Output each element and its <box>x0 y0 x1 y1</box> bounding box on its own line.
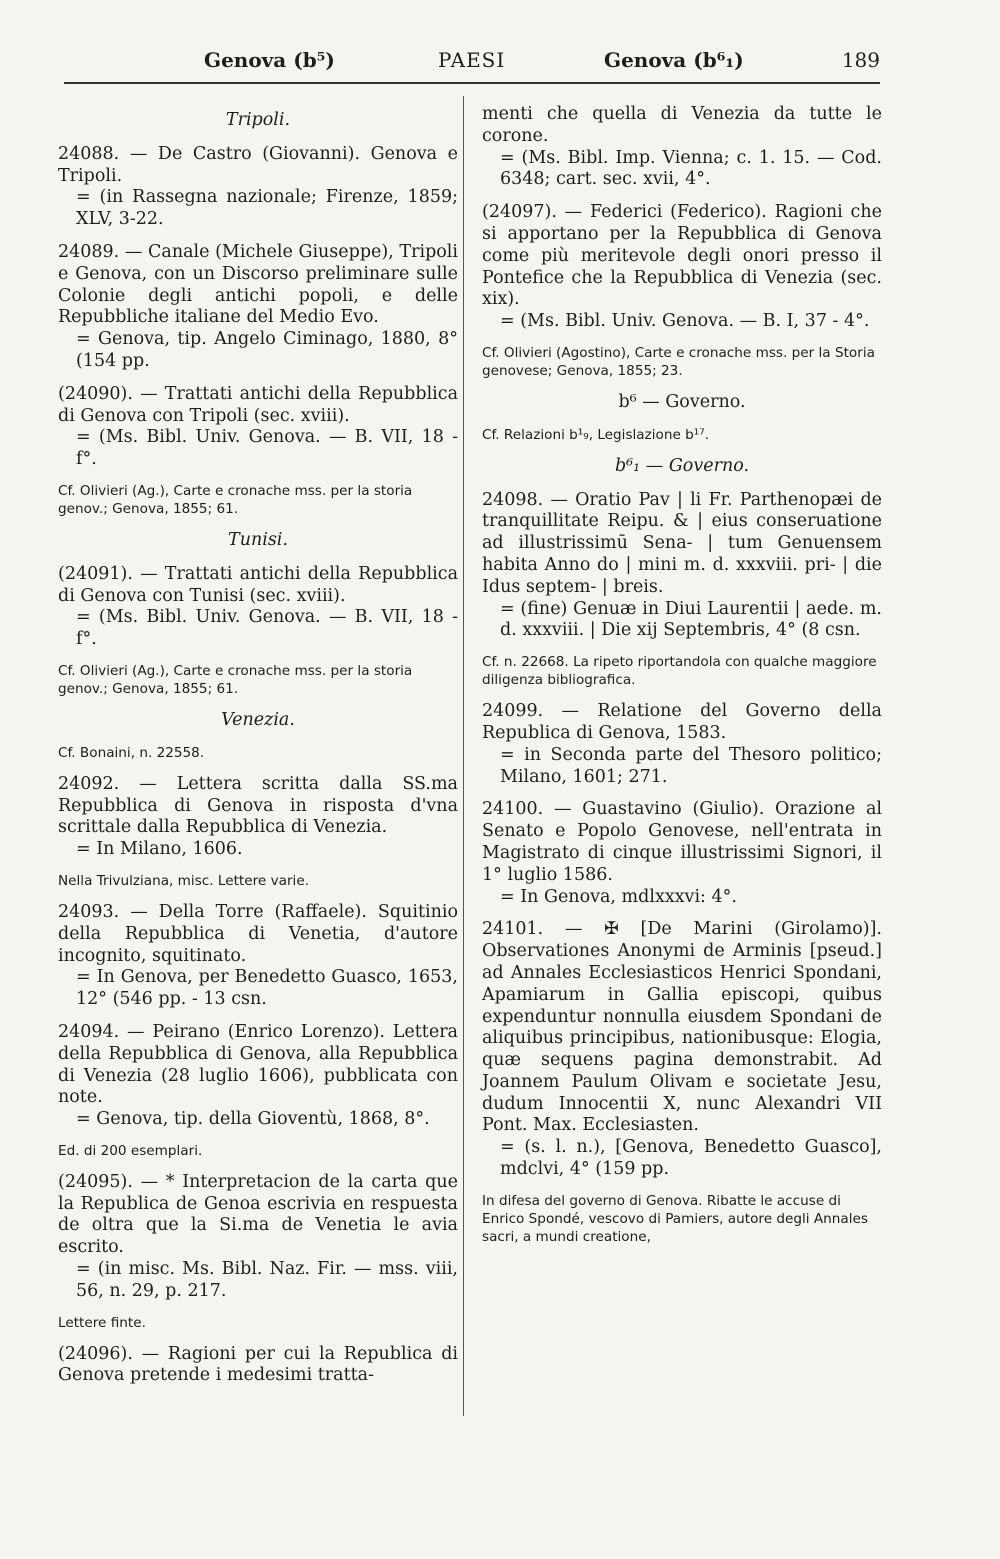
entry-imprint: = Genova, tip. Angelo Ciminago, 1880, 8° (154 pp. <box>76 329 458 371</box>
catalog-entry <box>482 104 882 191</box>
catalog-entry <box>482 490 882 643</box>
header-rule <box>64 82 880 84</box>
left-column <box>58 104 458 1398</box>
bibliographic-note: Lettere finte. <box>58 1314 146 1331</box>
header-left-title: Genova (b⁵) <box>204 48 335 72</box>
entry-imprint: = (Ms. Bibl. Univ. Genova. — B. VII, 18 - f°. <box>76 607 458 650</box>
entry-imprint: = In Milano, 1606. <box>76 839 243 860</box>
bibliographic-note: In difesa del governo di Genova. Ribatte le accuse di Enrico Spondé, vescovo di Pamiers, autore degli Annales sacri, a mundi creatione, <box>482 1192 868 1245</box>
header-center-title: PAESI <box>438 48 506 72</box>
catalog-entry <box>482 919 882 1181</box>
entry-imprint: = (Ms. Bibl. Univ. Genova. — B. I, 37 - 4°. <box>500 311 870 332</box>
entry-text: 24092. — Lettera scritta dalla SS.ma Repubblica di Genova in risposta d'vna scrittale dalla Repubblica di Venezia. <box>58 773 458 838</box>
column-divider <box>463 96 464 1416</box>
entry-text: 24093. — Della Torre (Raffaele). Squitinio della Repubblica di Venetia, d'autore incognito, squitinato. <box>58 901 458 966</box>
catalog-entry <box>58 564 458 651</box>
section-heading: b⁶ — Governo. <box>618 391 746 412</box>
bibliographic-note: Cf. Olivieri (Ag.), Carte e cronache mss. per la storia genov.; Genova, 1855; 61. <box>58 482 413 517</box>
catalog-entry <box>58 384 458 471</box>
entry-text: (24095). — * Interpretacion de la carta que la Republica de Genoa escrivia en respuesta de oltra que la Si.ma de Venetia le avia escrito. <box>58 1171 458 1258</box>
catalog-entry <box>58 1344 458 1388</box>
header-right-title: Genova (b⁶₁) <box>604 48 744 72</box>
entry-text: menti che quella di Venezia da tutte le corone. <box>482 104 882 146</box>
page-number: 189 <box>841 48 880 72</box>
bibliographic-note: Nella Trivulziana, misc. Lettere varie. <box>58 872 310 889</box>
bibliographic-note: Cf. Relazioni b¹₉, Legislazione b¹⁷. <box>482 426 710 443</box>
bibliographic-note: Cf. Olivieri (Ag.), Carte e cronache mss. per la storia genov.; Genova, 1855; 61. <box>58 662 413 697</box>
right-column <box>482 104 882 1258</box>
catalog-entry <box>482 799 882 908</box>
entry-imprint: = (fine) Genuæ in Diui Laurentii | aede. m. d. xxxviii. | Die xij Septembris, 4° (8 csn. <box>500 598 882 641</box>
catalog-entry <box>58 242 458 373</box>
section-heading: b⁶₁ — Governo. <box>614 455 750 476</box>
entry-text: 24100. — Guastavino (Giulio). Orazione al Senato e Popolo Genovese, nell'entrata in Magistrato di cinque illustrissimi Signori, il 1° luglio 1586. <box>482 799 882 885</box>
entry-imprint: = In Genova, mdlxxxvi: 4°. <box>500 886 737 907</box>
entry-text: 24088. — De Castro (Giovanni). Genova e Tripoli. <box>58 143 458 186</box>
entry-text: 24101. — ✠ [De Marini (Girolamo)]. Observationes Anonymi de Arminis [pseud.] ad Annales Ecclesiasticos Henrici Spondani, Apamiarum in Gallia episcopi, quibus expenduntur nonnulla eiusdem Spondani de aliquibus principibus, nationibusque: Elogia, quæ sequens pagina demonstrabit. Ad Joannem Paulum Olivam e societate Jesu, dudum Innocentii X, nunc Alexandri VII Pont. Max. Ecclesiasten. <box>482 919 882 1136</box>
entry-text: 24098. — Oratio Pav | li Fr. Parthenopæi de tranquillitate Reipu. & | eius conseruatione ad illustrissimū Sena- | tum Genuensem habita Anno do | mini m. d. xxxviii. pri- | die Idus septem- | breis. <box>482 489 882 597</box>
entry-text: (24096). — Ragioni per cui la Republica di Genova pretende i medesimi tratta- <box>58 1343 458 1386</box>
catalog-entry <box>482 701 882 788</box>
catalog-entry <box>58 902 458 1011</box>
catalog-entry <box>58 1022 458 1131</box>
entry-text: (24097). — Federici (Federico). Ragioni che si apportano per la Repubblica di Genova come più meritevole degli onori presso il Pontefice che la Repubblica di Venezia (sec. xix). <box>482 202 882 310</box>
entry-imprint: = in Seconda parte del Thesoro politico; Milano, 1601; 271. <box>500 744 882 787</box>
bibliographic-note: Ed. di 200 esemplari. <box>58 1142 203 1159</box>
section-heading: Venezia. <box>221 709 295 730</box>
section-heading: Tunisi. <box>228 529 288 550</box>
entry-text: 24094. — Peirano (Enrico Lorenzo). Lettera della Repubblica di Genova, alla Repubblica di Venezia (28 luglio 1606), pubblicata con note. <box>58 1021 458 1108</box>
entry-imprint: = (Ms. Bibl. Univ. Genova. — B. VII, 18 - f°. <box>76 427 458 470</box>
page-header <box>64 44 880 76</box>
bibliographic-note: Cf. Bonaini, n. 22558. <box>58 744 205 761</box>
entry-imprint: = In Genova, per Benedetto Guasco, 1653, 12° (546 pp. - 13 csn. <box>76 967 458 1010</box>
entry-text: (24090). — Trattati antichi della Repubblica di Genova con Tripoli (sec. xviii). <box>58 383 458 426</box>
entry-text: (24091). — Trattati antichi della Repubblica di Genova con Tunisi (sec. xviii). <box>58 563 458 606</box>
entry-text: 24089. — Canale (Michele Giuseppe), Tripoli e Genova, con un Discorso preliminare sulle Colonie degli antichi popoli, e delle Repubbliche italiane del Medio Evo. <box>58 241 458 328</box>
catalog-entry <box>58 1172 458 1303</box>
catalog-entry <box>58 144 458 231</box>
entry-text: 24099. — Relatione del Governo della Republica di Genova, 1583. <box>482 701 882 743</box>
bibliographic-note: Cf. Olivieri (Agostino), Carte e cronache mss. per la Storia genovese; Genova, 1855; 23. <box>482 344 875 379</box>
entry-imprint: = (in misc. Ms. Bibl. Naz. Fir. — mss. viii, 56, n. 29, p. 217. <box>76 1259 458 1301</box>
catalog-entry <box>58 774 458 861</box>
section-heading: Tripoli. <box>225 110 291 130</box>
entry-imprint: = (Ms. Bibl. Imp. Vienna; c. 1. 15. — Cod. 6348; cart. sec. xvii, 4°. <box>500 147 882 190</box>
entry-imprint: = (s. l. n.), [Genova, Benedetto Guasco], mdclvi, 4° (159 pp. <box>500 1137 882 1180</box>
bibliographic-note: Cf. n. 22668. La ripeto riportandola con qualche maggiore diligenza bibliografica. <box>482 654 877 689</box>
catalog-entry <box>482 202 882 333</box>
entry-imprint: = (in Rassegna nazionale; Firenze, 1859; XLV, 3-22. <box>76 187 458 230</box>
entry-imprint: = Genova, tip. della Gioventù, 1868, 8°. <box>76 1109 430 1130</box>
